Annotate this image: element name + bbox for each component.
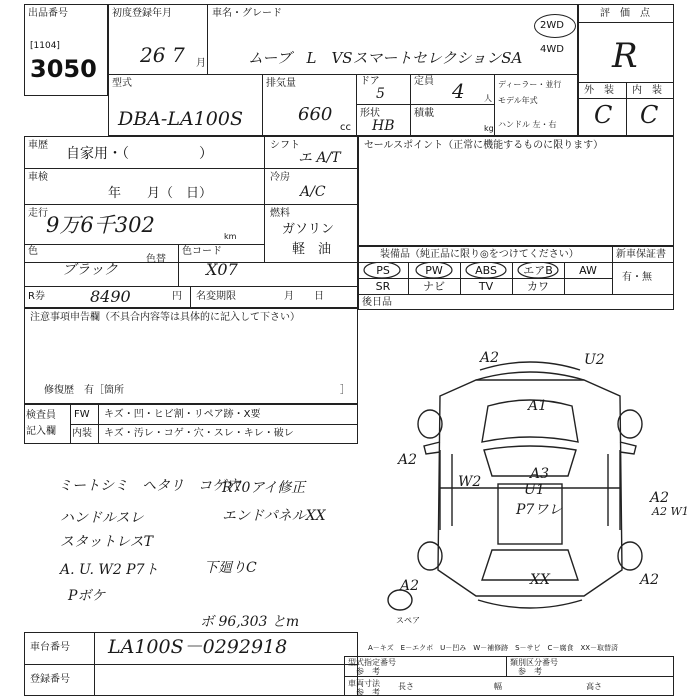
height-label: 高さ	[586, 682, 602, 691]
remark-1: ミートシミ ヘタリ コゲ穴	[58, 478, 240, 494]
divider	[24, 286, 358, 287]
divider	[70, 424, 358, 425]
lot-sub: [1104]	[30, 41, 60, 51]
lot-number: 3050	[30, 55, 97, 83]
shape-label: 形状	[360, 108, 380, 119]
divider	[24, 204, 358, 205]
divider	[578, 22, 674, 23]
divider	[410, 74, 411, 136]
mark-a2-rear-right: A2	[640, 572, 660, 588]
sales-point-box	[358, 136, 674, 246]
remark-6: R70アイ修正	[222, 480, 306, 496]
class-label: 類別区分番号	[510, 658, 558, 667]
mark-xx-rear: XX	[530, 572, 550, 588]
drive-4wd: 4WD	[540, 44, 564, 55]
ac-label: 冷房	[270, 172, 290, 183]
warranty-label: 新車保証書	[616, 249, 666, 260]
divider	[344, 676, 674, 677]
reg-month: 7	[172, 43, 185, 67]
name-value: ムーブ L VSスマートセレクションSA	[248, 49, 523, 67]
mark-u2-front: U2	[584, 352, 605, 368]
equipment-label: 装備品（純正品に限り◎をつけてください）	[380, 249, 579, 260]
load-label: 積載	[414, 108, 434, 119]
mileage-value: 9万6千302	[46, 213, 155, 237]
equip-navi: ナビ	[423, 280, 445, 293]
dims-label: 車両寸法	[348, 679, 380, 688]
model-year-label: モデル年式	[498, 96, 538, 105]
disp-label: 排気量	[266, 78, 296, 89]
color-value: ブラック	[62, 262, 118, 278]
divider	[24, 168, 358, 169]
mark-u1-roof: U1	[524, 482, 545, 498]
length-label: 長さ	[398, 682, 414, 691]
type-ref: 参 考	[356, 667, 380, 676]
mark-a2-right: A2	[650, 490, 670, 506]
reg-no-label: 登録番号	[30, 674, 70, 685]
doors-label: ドア	[360, 76, 380, 87]
fuel-value-1: ガソリン	[282, 222, 335, 237]
reg-year: 26	[140, 43, 166, 67]
type-designation-label: 型式指定番号	[348, 658, 396, 667]
history-value: 自家用・（ ）	[66, 146, 213, 162]
repair-label: 修復歴 有［箇所	[44, 385, 124, 396]
lot-label: 出品番号	[28, 8, 68, 19]
ext-value: C	[594, 101, 613, 129]
shape-value: HB	[372, 118, 395, 134]
color-label: 色	[28, 246, 38, 257]
shift-value: エ A/T	[298, 150, 341, 166]
equip-pw: PW	[425, 264, 443, 277]
equip-sr: SR	[375, 280, 391, 293]
drive-2wd: 2WD	[540, 20, 564, 31]
equip-aw: AW	[579, 264, 597, 277]
remark-2: ハンドルスレ	[60, 510, 144, 526]
inspector-label-2: 記入欄	[26, 426, 56, 437]
recycle-unit: 円	[172, 291, 182, 302]
int-value: C	[640, 101, 659, 129]
mark-p7-roof: P7ワレ	[516, 502, 563, 518]
equip-tv: TV	[478, 280, 494, 293]
grade-value: R	[612, 36, 638, 76]
cap-value: 4	[452, 79, 465, 103]
remark-8: 下廻りC	[204, 560, 257, 576]
inspect-value: 年 月（ 日）	[108, 186, 213, 201]
shift-label: シフト	[270, 140, 300, 151]
load-unit: kg	[484, 124, 494, 133]
grade-label: 評 価 点	[600, 8, 650, 19]
equip-airbag: エアB	[523, 264, 553, 277]
inspector-int-text: キズ・汚レ・コゲ・穴・スレ・キレ・破レ	[104, 428, 294, 439]
name-label: 車名・グレード	[212, 8, 282, 19]
chassis-value: LA100S－0292918	[108, 636, 288, 658]
name-exp-label: 名変期限	[196, 291, 236, 302]
remark-3: スタットレスT	[60, 534, 153, 550]
colorcode-label: 色コード	[182, 246, 222, 257]
mark-a2-rear-left: A2	[400, 578, 420, 594]
divider	[494, 74, 495, 136]
rear-label: 後日品	[362, 297, 392, 308]
cap-label: 定員	[414, 76, 434, 87]
history-label: 車歴	[28, 140, 48, 151]
divider	[626, 82, 627, 136]
divider	[506, 656, 507, 676]
mark-a1-hood: A1	[528, 398, 548, 414]
reg-label: 初度登録年月	[112, 8, 172, 19]
inspector-int-label: 内装	[72, 428, 92, 439]
remark-4: A. U. W2 P7ト	[60, 562, 159, 578]
divider	[262, 74, 263, 136]
cap-unit: 人	[484, 94, 492, 103]
spare-label: スペア	[396, 616, 420, 625]
divider	[24, 664, 358, 665]
notes-label: 注意事項申告欄（不具合内容等は具体的に記入して下さい）	[30, 312, 300, 323]
equipment-circles	[358, 262, 618, 296]
mark-w2-left: W2	[458, 474, 482, 490]
class-ref: 参 考	[518, 667, 542, 676]
reg-month-unit: 月	[196, 58, 206, 69]
remark-9: ボ 96,303 とm	[200, 614, 300, 630]
warranty-value: 有・無	[622, 272, 652, 283]
model-value: DBA-LA100S	[118, 108, 243, 130]
width-label: 幅	[494, 682, 502, 691]
equip-ps: PS	[376, 264, 390, 277]
mark-a2-front: A2	[480, 350, 500, 366]
name-exp-value: 月 日	[284, 291, 324, 302]
remark-7: エンドパネルXX	[222, 508, 326, 524]
fuel-label: 燃料	[270, 208, 290, 219]
divider	[264, 136, 265, 262]
model-label: 型式	[112, 78, 132, 89]
disp-value: 660	[298, 104, 333, 125]
inspector-fw-text: キズ・凹・ヒビ割・リペア跡・X要	[104, 409, 261, 420]
sales-point-label: セールスポイント（正常に機能するものに限ります）	[364, 140, 604, 151]
recolor-label: 色替	[146, 254, 166, 265]
divider	[190, 286, 191, 308]
divider	[356, 74, 357, 136]
inspector-fw-label: FW	[74, 409, 90, 420]
colorcode-value: X07	[206, 260, 238, 279]
mileage-label: 走行	[28, 208, 48, 219]
ext-label: 外 装	[584, 85, 614, 96]
divider	[178, 244, 179, 286]
ac-value: A/C	[300, 184, 326, 200]
mileage-unit: km	[224, 232, 237, 241]
recycle-value: 8490	[90, 287, 131, 306]
mark-a2-left: A2	[398, 452, 418, 468]
divider	[108, 74, 578, 75]
inspector-label-1: 検査員	[26, 410, 56, 421]
mark-a3-roof: A3	[530, 466, 550, 482]
divider	[24, 244, 264, 245]
dealer-label: ディーラー・並行	[498, 80, 562, 89]
equip-abs: ABS	[475, 264, 497, 277]
repair-close: ］	[340, 385, 350, 396]
remark-5: Pボケ	[68, 588, 106, 604]
mark-a2w1-right: A2 W1	[652, 505, 689, 518]
equip-leather: カワ	[527, 280, 549, 293]
drive-circle	[534, 14, 576, 38]
fuel-value-2: 軽 油	[292, 242, 332, 257]
divider	[207, 4, 208, 74]
damage-legend: A－キズ E－エクボ U－凹み W－補修跡 S－サビ C－腐食 XX－取替済	[368, 644, 619, 652]
chassis-label: 車台番号	[30, 642, 70, 653]
handle-label: ハンドル 左・右	[498, 120, 557, 129]
doors-value: 5	[376, 86, 385, 102]
divider	[356, 104, 494, 105]
recycle-label: R券	[28, 291, 45, 302]
inspect-label: 車検	[28, 172, 48, 183]
int-label: 内 装	[632, 85, 662, 96]
disp-unit: cc	[340, 122, 351, 133]
dims-ref: 参 考	[356, 688, 380, 697]
